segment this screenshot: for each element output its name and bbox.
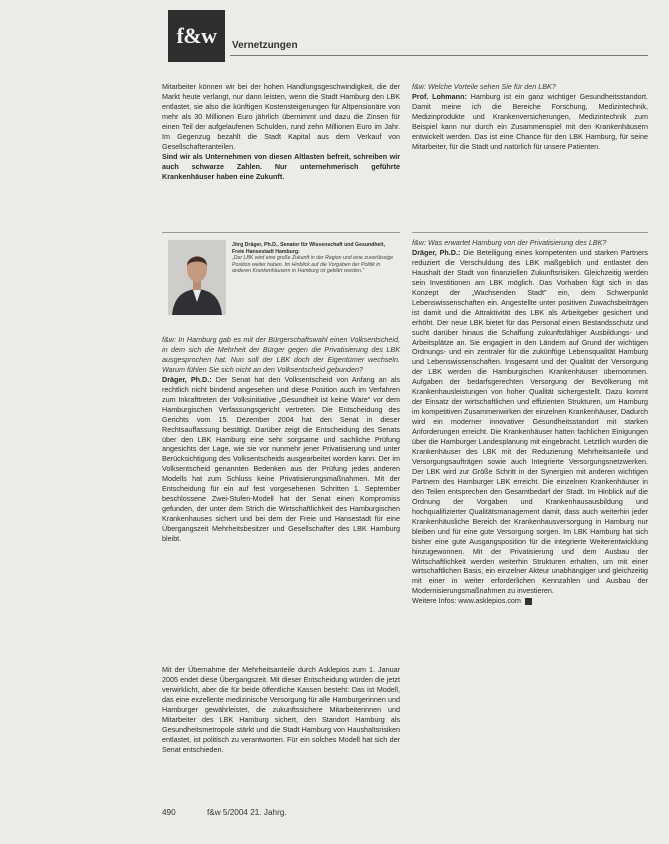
left-column-bottom [162,665,400,755]
portrait-caption [232,242,397,275]
section-divider [230,55,648,56]
answer-text: Die Beteiligung eines kompetenten und starken Partners reduziert die Verschuldung des LBK maßgeblich und entlastet den Haushalt der Stadt von finanziellen Zukunftsrisiken. Gleichzeitig werden sein Investitionen am LBK möglich. Das Vorhaben fügt sich in das Konzept der „Wachsenden Stadt" ein, dem Schwerpunkt Lebenswissenschaften ein. Angestellte unter positiven Zuwachsbeiträgen ist damit und die Attraktivität des LBK als Arbeitgeber gesichert und erhöht. Der neue LBK bietet für das Personal einen Bestandsschutz und sucht darüber hinaus die Schaffung zukunftsfähiger Ausbildungs- und Arbeitsplätze an. Sie engagiert in den Ländern auf Grund der wichtigen Ordnungs- und ein zentraler für die zukünftige Lebensqualität Hamburg und Lebenswissenschaften. Insgesamt und der Qualität der Versorgung der LBK werden die Hamburgischen Krankenhäuser übernommen. Aufgaben der bedarfsgerechten Versorgung der Bevölkerung mit Krankenhausleistungen von hoher Qualität sichergestellt. Dazu kommt der Einsatz der wirtschaftlichen und effizienten Strukturen, um Hamburg im kompetitiven Zusammenwirken der einzelnen Krankenhäuser, Dadurch wird ein moderner innovativer Gesundheitsstandort mit starken Anforderungen erreicht. Die Krankenhäuser hatten fachlichen Einigungen über die Hamburger Landesplanung mit eingebracht. Letztlich wurden die Krankenhäuser des LBK mit der Reduzierung Mehrheitsanteile und Versorgungsaufträgen sowie auch Integrierte Versorgungsnetzwerken. Der LBK wird zur Größe Schritt in der Synergien mit anderen wichtigen Partnern des Hamburger LBK erreicht. Die einzelnen Krankenhäuser in den Teilen entsprechen den Gesamtbedarf der Stadt. Im Hinblick auf die Ordnung der Vorgaben und Krankenhausausbildung und hochqualifizierter Qualitätsmanagement damit, dass auch weiterhin jeder Krankenhäusliche Bereich der Krankenhausversorgung in Hamburg nur bleiben und für eine gute Versorgung sorgen. Im LBK Hamburg hat sich bisher eine gute Ausgangsposition für die integrierte Weiterentwicklung hinzugewonnen. Mit der Privatisierung und dem Ausbau der Wirtschaftlichkeit werden weiterhin Strukturen erhalten, um mit einer wirtschaftlichen Basis, ein einzelner Akteur unabhängiger und gleichzeitig mit einer in weiter erforderlichen Kennzahlen und Ausbau der Modernisierungsmaßnahmen zu investieren. [412,247,649,596]
person-portrait-icon [168,240,226,315]
answer-volksentscheid [162,375,400,544]
right-column-top [412,82,648,152]
senator-portrait [168,240,226,315]
column-divider [412,232,648,233]
speaker-name: Prof. Lohmann: [412,91,467,101]
answer-privatisierung [412,248,648,596]
left-intro-paragraph: Mitarbeiter können wir bei der hohen Handlungsgeschwindigkeit, die der Markt heute verlangt, nur dann leisten, wenn die Stadt Hamburg den LBK entlastet, sie also die künftigen Kostensteigerungen für Altpensionäre von mehr als 30 Millionen Euro jährlich übernimmt und dazu die Zinsen für einen Teil der aufgelaufenen Schulden, rund zehn Millionen Euro im Jahr. Im Gegenzug bezahlt die Stadt Kapital aus dem Verkauf von Gesellschafteranteilen. [162,82,400,151]
issue-info: f&w 5/2004 21. Jahrg. [207,808,287,817]
question-vorteile: f&w: Welche Vorteile sehen Sie für den LBK? [412,82,556,91]
question-volksentscheid: f&w: In Hamburg gab es mit der Bürgerschaftswahl einen Volksentscheid, in dem sich die Mehrheit der Bürger gegen die Privatisierung des LBK ausgesprochen hat. Nun soll der LBK doch der Eigentümer wechseln. Warum fühlen Sie sich nicht an den Volksentscheid gebunden? [162,335,400,374]
article-end-icon [525,598,532,605]
more-info-line [412,596,648,606]
column-divider [162,232,400,233]
question-privatisierung: f&w: Was erwartet Hamburg von der Privatisierung des LBK? [412,238,607,247]
answer-vorteile [412,92,648,152]
answer-text: Der Senat hat den Volksentscheid von Anfang an als rechtlich nicht bindend angesehen und diese Position auch im Verfahren zum Inkrafttreten der Volksinitiative „Gesundheit ist keine Ware" vor dem Hamburgischen Verfassungsgericht vertreten. Die Entscheidung des Gerichts vom 15. Dezember 2004 hat den Senat in dieser Rechtsauffassung bestätigt. Darüber zeigt die Entscheidung des Senats über den LBK Hamburg eine sehr sorgsame und sachliche Prüfung angesichts der Lage, wie sie vor nunmehr jener Privatisierung und unter Berücksichtigung des Volksentscheids ausgearbeitet worden kann. Der im Volksentscheid genannten Bedenken aus der Prüfung jedes anderen Modells hat zum Schluss keine Privatisierungsmaßnahmen. Mit der Entscheidung für ein auf fest vorgesehenen Schritten 1. September beschlossene Zwei-Stufen-Modell hat der Senat einen Kompromiss gefunden, der unter dem Strich die Wirtschaftlichkeit des Hamburgischen Krankenhauses sichert und bei dem der Freie und Hansestadt für eine Übergangszeit Mehrheitsbesitzer und Gesellschafter des LBK Hamburg bleibt. [162,374,400,544]
section-title: Vernetzungen [232,40,298,51]
left-column-interview [162,335,400,544]
asklepios-paragraph: Mit der Übernahme der Mehrheitsanteile durch Asklepios zum 1. Januar 2005 endet diese Übergangszeit. Mit dieser Entscheidung würden die jetzt verwirklicht, aber die für beide öffentliche Kassen besteht: Das ist Modell, das eine exzellente medizinische Versorgung für alle Hamburgerinnen und Hamburger gewährleistet, die zukunftssichere Mitarbeiterinnen und Mitarbeiter des LBK Hamburg sichert, den Standort Hamburg als Gesundheitsmetropole stärkt und die Stadt Hamburg von Haushaltsrisiken entlastet, ist politisch zu verantworten. Für ein solches Modell hat sich der Senat entschieden. [162,665,400,754]
left-closing-statement: Sind wir als Unternehmen von diesen Altlasten befreit, schreiben wir auch schwarze Zahlen. Nur unternehmerisch geführte Krankenhäuser haben eine Zukunft. [162,151,400,181]
more-info-link[interactable]: Weitere Infos: www.asklepios.com [412,596,521,606]
answer-text: Hamburg ist ein ganz wichtiger Gesundheitsstandort. Damit meine ich die Bereiche Forschung, Medizintechnik, Medizinprodukte und Krankenversicherungen, Medizintechnik zum Beispiel kann nur durch ein Zusammenspiel mit den Krankenhäusern entwickelt werden. Das ist eine Chance für den LBK Hamburg, für seine Mitarbeiter, für die Stadt und natürlich für unsere Patienten. [412,91,648,151]
caption-quote: „Der LBK wird eine große Zukunft in der Region und eine zuverlässige Position weiter haben. Im Hinblick auf die Vorgaben der Politik in anderen Krankenhäusern in Hamburg ist geklärt worden." [232,255,394,275]
right-column-interview [412,238,648,606]
page-number: 490 [162,808,176,817]
caption-name: Jörg Dräger, Ph.D., Senator für Wissenschaft und Gesundheit, Freie Hansestadt Hamburg: [232,242,386,255]
fw-logo: f&w [168,10,225,62]
left-column-top [162,82,400,182]
speaker-name: Dräger, Ph.D.: [162,374,212,384]
speaker-name: Dräger, Ph.D.: [412,247,461,257]
